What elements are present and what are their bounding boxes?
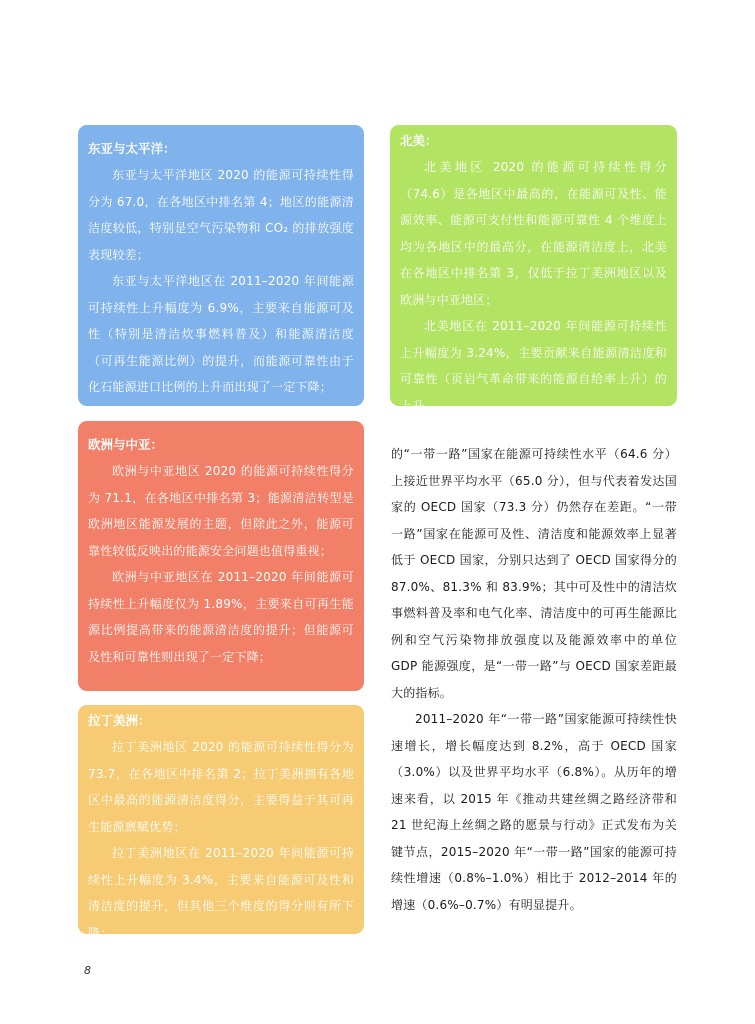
box-paragraph: 北美地区 2020 的能源可持续性得分（74.6）是各地区中最高的，在能源可及性、能源效率、能源可支付性和能源可靠性 4 个维度上均为各地区中的最高分，在能源清洁度上，北美在各地区中排名第 3，仅低于拉丁美洲地区以及欧洲与中亚地区； <box>400 160 667 307</box>
box-paragraph: 东亚与太平洋地区 2020 的能源可持续性得分为 67.0，在各地区中排名第 4；地区的能源清洁度较低，特别是空气污染物和 CO₂ 的排放强度表现较差； <box>88 168 354 262</box>
page-number: 8 <box>84 964 91 977</box>
body-paragraph: 2011–2020 年“一带一路”国家能源可持续性快速增长，增长幅度达到 8.2%，高于 OECD 国家（3.0%）以及世界平均水平（6.8%）。从历年的增速来看，以 2015 年《推动共建丝绸之路经济带和 21 世纪海上丝绸之路的愿景与行动》正式发布为关键节点，2015–2020 年“一带一路”国家的能源可持续性增速（0.8%–1.0%）相比于 2012–2014 年的增速（0.6%–0.7%）有明显提升。 <box>391 712 677 912</box>
box-paragraph: 东亚与太平洋地区在 2011–2020 年间能源可持续性上升幅度为 6.9%，主要来自能源可及性（特别是清洁炊事燃料普及）和能源清洁度（可再生能源比例）的提升，而能源可靠性由于化石能源进口比例的上升而出现了一定下降； <box>88 274 354 394</box>
box-paragraph: 拉丁美洲地区在 2011–2020 年间能源可持续性上升幅度为 3.4%，主要来自能源可及性和清洁度的提升，但其他三个维度的得分则有所下降； <box>88 846 354 940</box>
box-title: 拉丁美洲： <box>88 713 151 728</box>
box-title: 北美： <box>400 133 438 148</box>
box-title: 欧洲与中亚： <box>88 437 164 452</box>
latin-america-box <box>78 705 364 940</box>
east-asia-pacific-box <box>78 125 364 406</box>
box-paragraph: 欧洲与中亚地区 2020 的能源可持续性得分为 71.1，在各地区中排名第 3；能源清洁转型是欧洲地区能源发展的主题，但除此之外，能源可靠性较低反映出的能源安全问题也值得重视； <box>88 464 354 558</box>
box-title: 东亚与太平洋： <box>88 141 176 156</box>
north-america-box <box>390 125 677 413</box>
box-paragraph: 北美地区在 2011–2020 年间能源可持续性上升幅度为 3.24%，主要贡献来自能源清洁度和可靠性（页岩气革命带来的能源自给率上升）的上升。 <box>400 319 667 413</box>
box-paragraph: 欧洲与中亚地区在 2011–2020 年间能源可持续性上升幅度仅为 1.89%，主要来自可再生能源比例提高带来的能源清洁度的提升；但能源可及性和可靠性则出现了一定下降； <box>88 570 354 664</box>
body-paragraph: 的“一带一路”国家在能源可持续性水平（64.6 分）上接近世界平均水平（65.0 分），但与代表着发达国家的 OECD 国家（73.3 分）仍然存在差距。“一带一路”国家在能源可及性、清洁度和能源效率上显著低于 OECD 国家，分别只达到了 OECD 国家得分的 87.0%、81.3% 和 83.9%；其中可及性中的清洁炊事燃料普及率和电气化率、清洁度中的可再生能源比例和空气污染物排放强度以及能源效率中的单位 GDP 能源强度，是“一带一路”与 OECD 国家差距最大的指标。 <box>391 447 677 700</box>
box-paragraph: 拉丁美洲地区 2020 的能源可持续性得分为 73.7，在各地区中排名第 2；拉丁美洲拥有各地区中最高的能源清洁度得分，主要得益于其可再生能源禀赋优势； <box>88 740 354 834</box>
body-text-column <box>391 441 677 918</box>
europe-central-asia-box <box>78 421 364 691</box>
